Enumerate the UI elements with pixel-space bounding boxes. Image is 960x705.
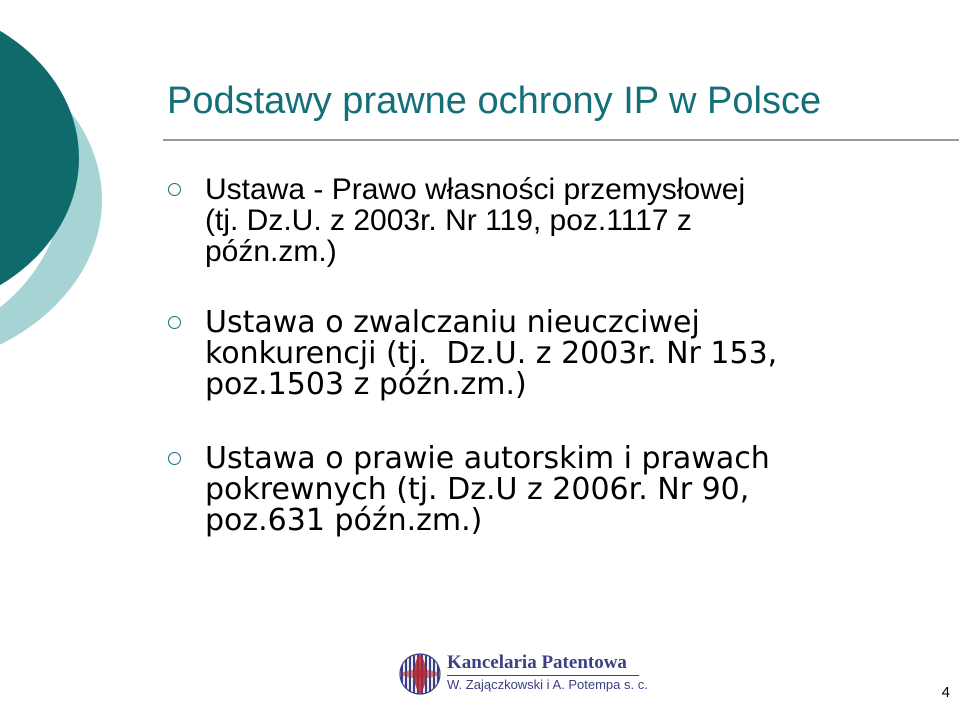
- bullet-line: Ustawa o prawie autorskim i prawach: [205, 441, 770, 476]
- bullet-line: konkurencji (tj. Dz.U. z 2003r. Nr 153,: [205, 336, 778, 371]
- bullet-item: [165, 307, 955, 400]
- bullet-line: późn.zm.): [205, 235, 337, 268]
- bullet-line: pokrewnych (tj. Dz.U z 2006r. Nr 90,: [205, 472, 750, 507]
- title-divider: [163, 139, 959, 141]
- circle-bullet-icon: [168, 183, 181, 196]
- circle-bullet-icon: [168, 316, 181, 329]
- slide-title: Podstawy prawne ochrony IP w Polsce: [167, 80, 822, 122]
- bullet-line: poz.1503 z późn.zm.): [205, 367, 527, 402]
- bullet-item: [165, 174, 955, 267]
- bullet-list: [165, 174, 955, 536]
- logo-subtitle: W. Zajączkowski i A. Potempa s. c.: [447, 677, 648, 692]
- bullet-line: Ustawa - Prawo własności przemysłowej: [205, 173, 746, 206]
- bullet-line: poz.631 późn.zm.): [205, 503, 483, 538]
- bullet-line: Ustawa o zwalczaniu nieuczciwej: [205, 305, 700, 340]
- page-number: 4: [941, 684, 950, 701]
- logo-name: Kancelaria Patentowa: [447, 652, 627, 673]
- bullet-line: (tj. Dz.U. z 2003r. Nr 119, poz.1117 z: [205, 204, 692, 237]
- bullet-item: [165, 443, 955, 536]
- circle-bullet-icon: [168, 452, 181, 465]
- logo-divider: [447, 675, 639, 676]
- corner-decoration: [0, 0, 130, 400]
- globe-logo-icon: [398, 652, 442, 696]
